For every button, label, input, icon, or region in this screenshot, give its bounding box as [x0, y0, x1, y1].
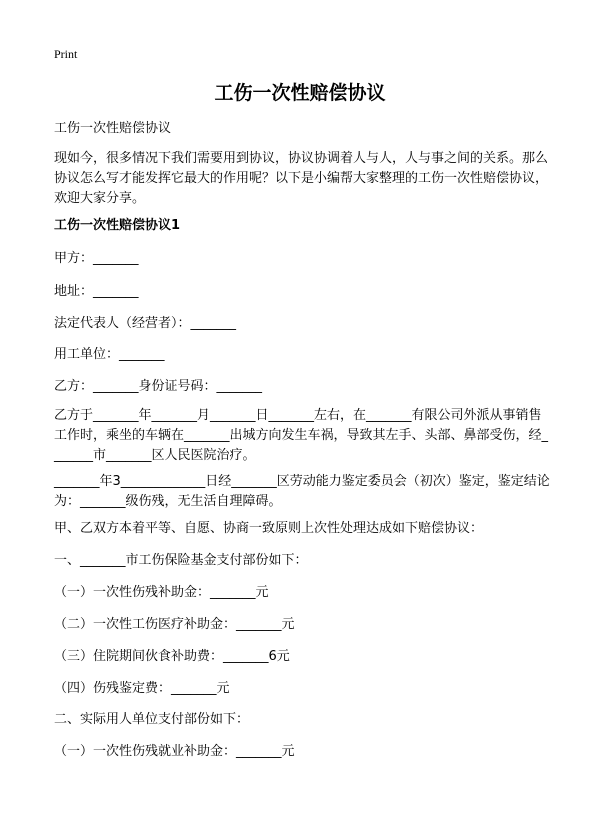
medical-subsidy-line: （二）一次性工伤医疗补助金：_______元: [54, 617, 295, 632]
appraisal-paragraph: _______年3_____________日经_______区劳动能力鉴定委员会（初次）鉴定，鉴定结论为：_______级伤残，无生活自理障碍。: [54, 474, 550, 509]
accident-paragraph: 乙方于_______年_______月_______日_______左右，在_______有限公司外派从事销售工作时，乘坐的车辆在_______出城方向发生车祸，导致其左手、头部、鼻部受伤，经_______市_______区人民医院治疗。: [54, 408, 549, 463]
party-b-line: 乙方：_______身份证号码：_______: [54, 379, 263, 394]
employment-subsidy-line: （一）一次性伤残就业补助金：_______元: [54, 744, 295, 759]
appraisal-fee-line: （四）伤残鉴定费：_______元: [54, 681, 230, 696]
agreement-intro-line: 甲、乙双方本着平等、自愿、协商一致原则上次性处理达成如下赔偿协议：: [54, 521, 484, 536]
document-subtitle: 工伤一次性赔偿协议: [54, 121, 172, 136]
address-line: 地址：_______: [54, 284, 139, 299]
meal-subsidy-line: （三）住院期间伙食补助费：_______6元: [54, 649, 290, 664]
party-a-line: 甲方：_______: [54, 251, 139, 266]
print-link[interactable]: Print: [54, 47, 78, 61]
document-title: 工伤一次性赔偿协议: [214, 82, 386, 104]
intro-paragraph: 现如今，很多情况下我们需要用到协议，协议协调着人与人，人与事之间的关系。那么协议怎么写才能发挥它最大的作用呢？以下是小编帮大家整理的工伤一次性赔偿协议，欢迎大家分享。: [54, 151, 549, 206]
employer-line: 用工单位：_______: [54, 347, 165, 362]
section-heading: 工伤一次性赔偿协议1: [54, 218, 181, 233]
disability-subsidy-line: （一）一次性伤残补助金：_______元: [54, 585, 269, 600]
employer-section-line: 二、实际用人单位支付部份如下：: [54, 712, 250, 727]
fund-section-line: 一、_______市工伤保险基金支付部份如下：: [54, 553, 308, 568]
legal-representative-line: 法定代表人（经营者）：_______: [54, 316, 237, 331]
